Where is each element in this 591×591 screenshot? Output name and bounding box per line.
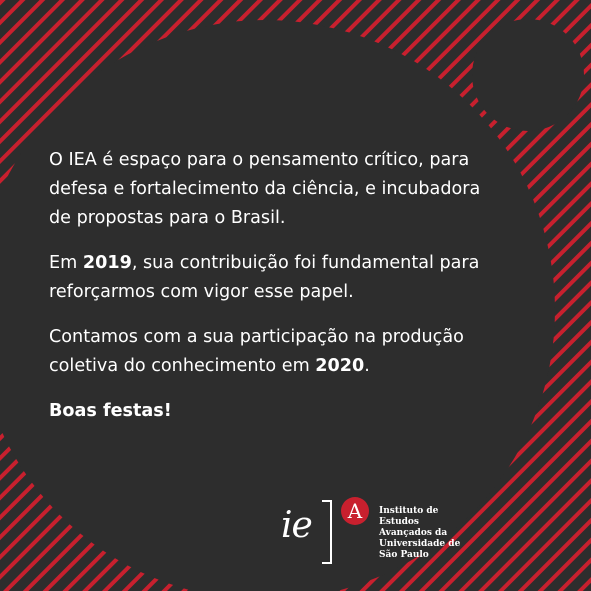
logo-a-badge: A [341,497,369,525]
paragraph-2019-pre: Em [49,253,83,273]
logo-bracket [322,500,332,564]
paragraph-2019-post: , sua contribuição foi fundamental para reforçarmos com vigor esse papel. [49,253,480,302]
logo-name-line: Universidade de [379,539,461,549]
logo-name-line: Avançados da [379,528,448,538]
closing-greeting: Boas festas! [49,401,172,421]
paragraph-2020-pre: Contamos com a sua participação na produção coletiva do conhecimento em [49,327,464,376]
paragraph-2020 [49,323,489,381]
paragraph-mission [49,146,489,233]
logo-institute-name [379,506,509,561]
paragraph-2020-post: . [364,356,370,376]
logo-name-line: São Paulo [379,550,429,560]
logo-name-line: Instituto de [379,506,439,516]
paragraph-2019 [49,249,489,307]
logo-ie-mark: ie [281,505,312,546]
paragraph-mission-text: O IEA é espaço para o pensamento crítico, para defesa e fortalecimento da ciência, e incubadora de propostas para o Brasil. [49,150,481,228]
year-2020: 2020 [315,356,365,376]
year-2019: 2019 [82,253,132,273]
message-text [49,146,489,442]
logo-name-line: Estudos [379,517,419,527]
